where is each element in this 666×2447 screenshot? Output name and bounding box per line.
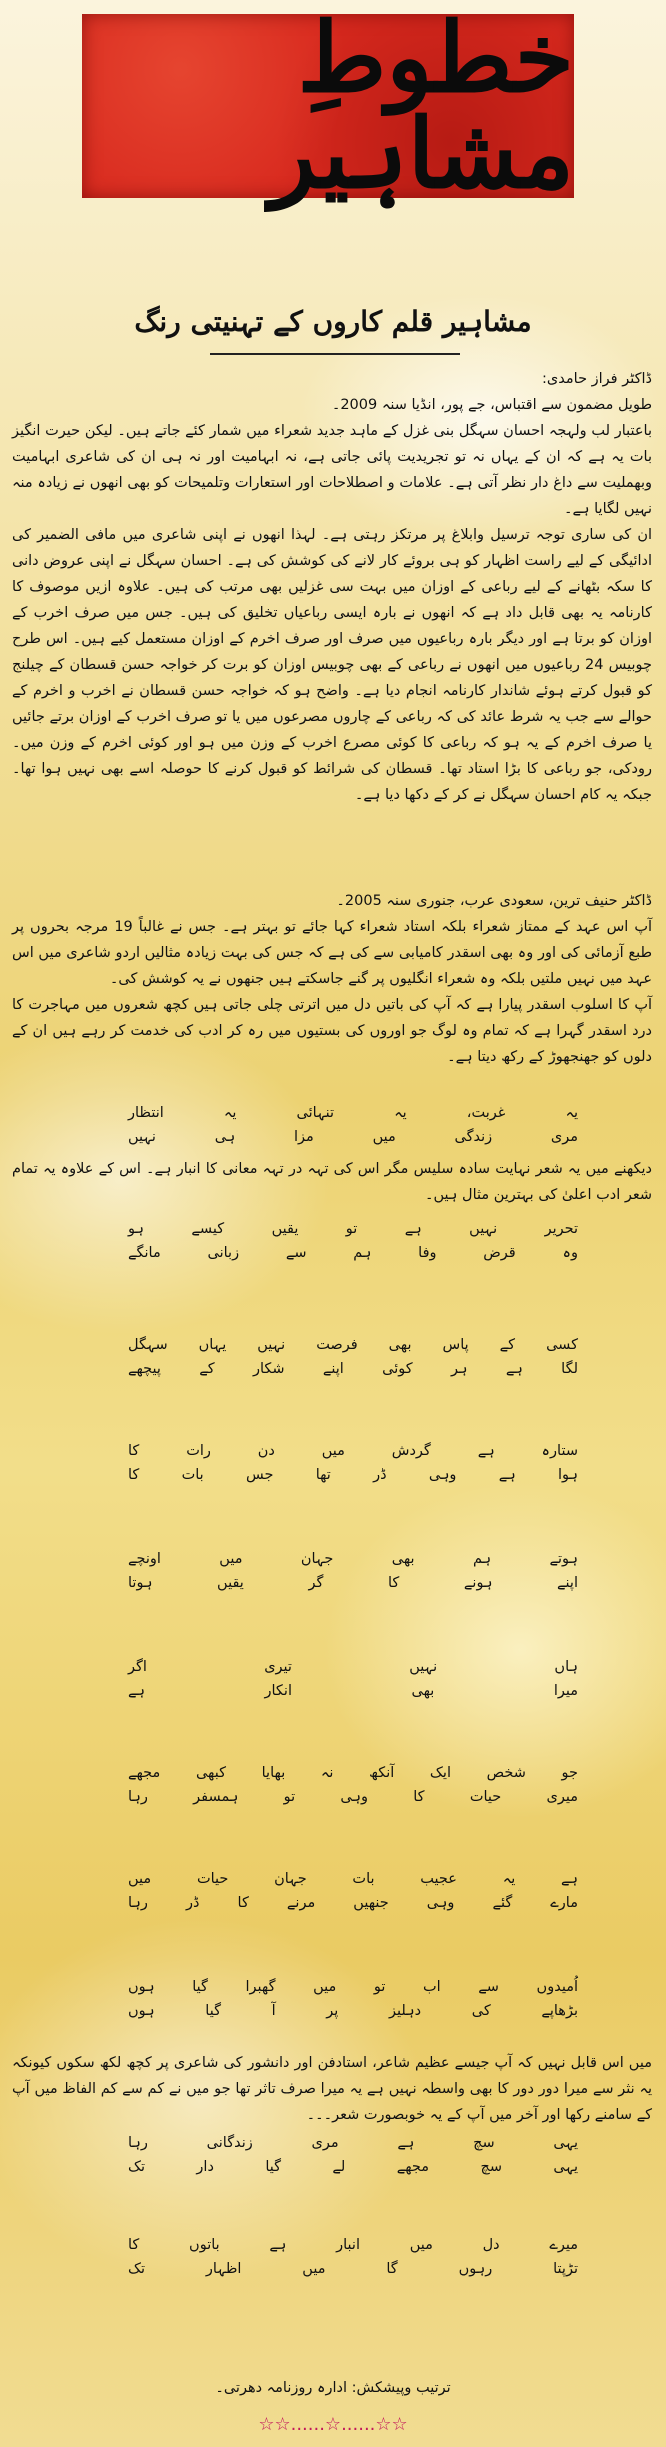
intro-paragraph-1: باعتبار لب ولہجہ احسان سہگل بنی غزل کے ماہد جدید شعراء میں شمار کئے جاتے ہیں۔ لیکن حیرت انگیز بات یہ ہے کہ ان کے یہاں نہ تو تجریدیت پائی جاتی ہے، نہ ابہامیت اور نہ ہی ان کی شاعری ابہامیت وبھملیت سے داغ دار نظر آتی ہے۔ علامات و اصطلاحات اور استعارات وتلمیحات کو بھی انھوں نے زیادہ منہ نہیں لگایا ہے۔ — [12, 423, 652, 517]
poem-line: ہے یہ عجیب بات جہان حیات میں — [128, 1871, 578, 1887]
header-title: خطوطِ مشاہیر — [269, 1, 574, 210]
section-2-tail — [12, 1156, 652, 1208]
final-poem-1 — [128, 2132, 578, 2180]
poem-line: یہی سچ ہے مری زندگانی رہا — [128, 2135, 578, 2151]
poem-6 — [128, 1762, 578, 1810]
poem-line: میری حیات کا وہی تو ہمسفر رہا — [128, 1789, 578, 1805]
star-divider: ☆☆......☆......☆☆ — [258, 2414, 408, 2435]
poem-line: اپنے ہونے کا گر یقیں ہوتا — [128, 1575, 578, 1591]
section-2-paragraph-2: آپ کا اسلوب اسقدر پیارا ہے کہ آپ کی باتیں دل میں اترتی چلی جاتی ہیں کچھ شعروں میں مہاجرت کا درد اسقدر گہرا ہے کہ تمام وہ لوگ جو اوروں کی بستیوں میں رہ کر ادب کی خدمت کر رہے ہیں ان کے دلوں کو جھنجھوڑ کے رکھ دیتا ہے۔ — [12, 997, 652, 1065]
page-subtitle: مشاہیر قلم کاروں کے تہنیتی رنگ — [134, 305, 532, 338]
final-poem-2 — [128, 2234, 578, 2282]
poem-line: ستارہ ہے گردش میں دن رات کا — [128, 1443, 578, 1459]
intro-paragraph-2: ان کی ساری توجہ ترسیل وابلاغ پر مرتکز رہتی ہے۔ لہذا انھوں نے اپنی شاعری میں مافی الضمیر کی ادائیگی کے لیے راست اظہار کو ہی بروئے کار لانے کی کوشش کی ہے۔ احسان سہگل نے اپنی عروض دانی کا سکہ بٹھانے کے لیے رباعی کے اوزان میں بہت سی غزلیں بھی مرتب کی ہیں۔ علاوہ ازیں موصوف کا کارنامہ یہ بھی قابل داد ہے کہ انھوں نے بارہ ایسی رباعیاں تخلیق کی ہیں۔ جس میں صرف اخرب کے اوزان کو برتا ہے اور دیگر بارہ رباعیوں میں صرف اور صرف اخرم کے اوزان مستعمل کیے ہیں۔ اس طرح چوبیس 24 رباعیوں میں انھوں نے رباعی کے بھی چوبیس اوزان کو برت کر خواجہ حسن قسطان کے چیلنج کو قبول کرتے ہوئے شاندار کارنامہ انجام دیا ہے۔ واضح ہو کہ خواجہ حسن قسطان نے اخرب و اخرم کے حوالے سے جب یہ شرط عائد کی کہ رباعی کے چاروں مصرعوں میں یا تو صرف اخرب کے اوزان برتے جائیں یا صرف اخرم کے یہ ہو کہ رباعی کا کوئی مصرع اخرب کے وزن میں ہو اور کوئی اخرم کے وزن میں۔ رودکی، جو رباعی کا بڑا استاد تھا۔ قسطان کی شرائط کو قبول کرنے کا حوصلہ اسے بھی نہیں ہوا تھا۔ جبکہ یہ کام احسان سہگل نے کر کے دکھا دیا ہے۔ — [12, 527, 652, 803]
subtitle-underline — [210, 353, 460, 355]
section-2-source: ڈاکٹر حنیف ترین، سعودی عرب، جنوری سنہ 2005۔ — [336, 893, 652, 909]
poem-line: تڑپتا رہوں گا میں اظہار تک — [128, 2261, 578, 2277]
poem-line: ہوتے ہم بھی جہان میں اونچے — [128, 1551, 578, 1567]
author-line: ڈاکٹر فراز حامدی: — [542, 371, 652, 387]
poem-line: اُمیدوں سے اب تو میں گھبرا گیا ہوں — [128, 1979, 578, 1995]
poem-1 — [128, 1218, 578, 1266]
couplet-line-2: مری زندگی میں مزا ہی نہیں — [128, 1129, 578, 1145]
poem-7 — [128, 1868, 578, 1916]
poem-line: ہوا ہے وہی ڈر تھا جس بات کا — [128, 1467, 578, 1483]
header-banner — [82, 1, 574, 210]
section-2-paragraph-1: آپ اس عہد کے ممتاز شعراء بلکہ استاد شعراء کہا جائے تو بہتر ہے۔ جس نے غالباً 19 مرجہ بحروں پر طبع آزمائی کی اور وہ بھی اسقدر کامیابی سے کی ہے کہ جس کی بہت زیادہ مثالیں اردو شاعری میں اس عہد میں نہیں ملتیں بلکہ وہ شعراء انگلیوں پر گنے جاسکتے ہیں جنھوں نے یہ کوشش کی۔ — [12, 919, 652, 987]
poem-line: میرے دل میں انبار ہے باتوں کا — [128, 2237, 578, 2253]
closing-section — [12, 2050, 652, 2128]
intro-section — [12, 366, 652, 808]
poem-3 — [128, 1440, 578, 1488]
poem-line: تحریر نہیں ہے تو یقیں کیسے ہو — [128, 1221, 578, 1237]
poem-line: وہ قرض وفا ہم سے زبانی مانگے — [128, 1245, 578, 1261]
footer-credit: ترتیب وپیشکش: ادارہ روزنامہ دھرتی۔ — [215, 2380, 451, 2396]
poem-line: جو شخص ایک آنکھ نہ بھایا کبھی مجھے — [128, 1765, 578, 1781]
poem-line: لگا ہے ہر کوئی اپنے شکار کے پیچھے — [128, 1361, 578, 1377]
source-line: طویل مضمون سے اقتباس، جے پور، انڈیا سنہ 2009۔ — [331, 397, 652, 413]
section-2-paragraph-3: دیکھنے میں یہ شعر نہایت سادہ سلیس مگر اس کی تہہ در تہہ معانی کا انبار ہے۔ اس کے علاوہ یہ تمام شعر ادب اعلیٰ کی بہترین مثال ہیں۔ — [12, 1161, 652, 1203]
section-2 — [12, 888, 652, 1070]
poem-2 — [128, 1334, 578, 1382]
closing-paragraph: میں اس قابل نہیں کہ آپ جیسے عظیم شاعر، استادفن اور دانشور کی شاعری پر کچھ لکھ سکوں کیونکہ یہ نثر سے میرا دور دور کا بھی واسطہ نہیں ہے یہ میرا صرف تاثر تھا جو میں نے کم سے کم الفاظ میں آپ کے سامنے رکھا اور آخر میں آپ کے یہ خوبصورت شعر۔۔۔ — [12, 2055, 652, 2123]
couplet-block — [128, 1102, 578, 1150]
couplet-line-1: یہ غربت، یہ تنہائی یہ انتظار — [128, 1105, 578, 1121]
poem-line: بڑھاپے کی دہلیز پر آ گیا ہوں — [128, 2003, 578, 2019]
poem-line: میرا بھی انکار ہے — [128, 1683, 578, 1699]
poem-8 — [128, 1976, 578, 2024]
poem-line: کسی کے پاس بھی فرصت نہیں یہاں سہگل — [128, 1337, 578, 1353]
poem-4 — [128, 1548, 578, 1596]
poem-line: مارے گئے وہی جنھیں مرنے کا ڈر رہا — [128, 1895, 578, 1911]
poem-line: یہی سچ مجھے لے گیا دار تک — [128, 2159, 578, 2175]
poem-line: ہاں نہیں تیری اگر — [128, 1659, 578, 1675]
poem-5 — [128, 1656, 578, 1704]
